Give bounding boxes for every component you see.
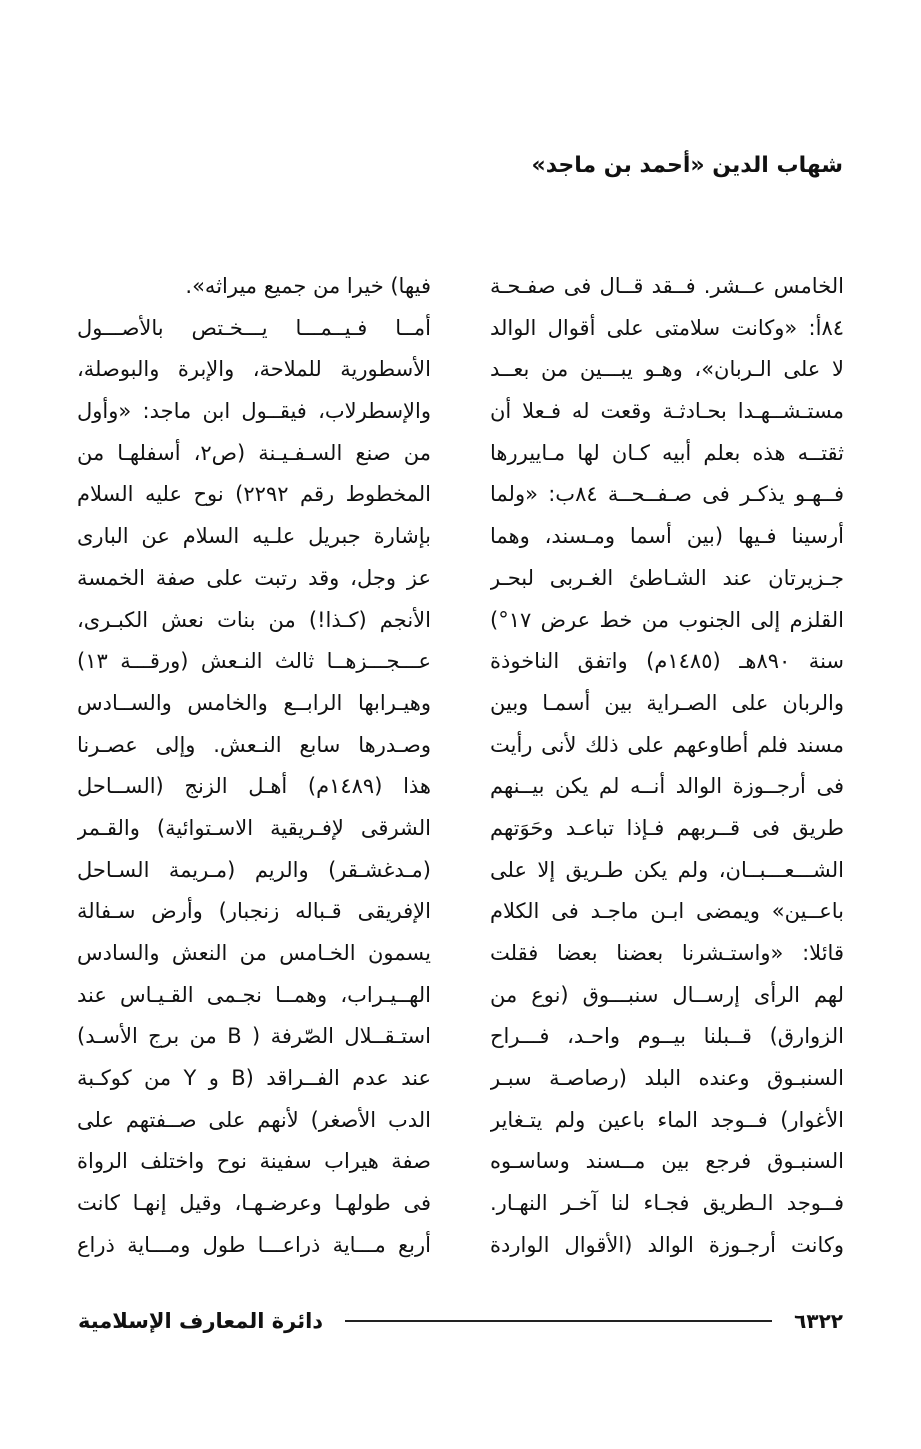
text-line: صفة هيراب سفينة نوح واختلف الرواة — [77, 1149, 431, 1174]
text-line: سنة ٨٩٠هـ (١٤٨٥م) واتفق الناخوذة — [490, 649, 844, 674]
text-line: مستـشــهـدا بحـادثـة وقعت له فـعلا أن — [490, 399, 844, 424]
text-line: القلزم إلى الجنوب من خط عرض ١٧°) — [490, 607, 844, 632]
running-header — [531, 153, 843, 178]
text-line: الهــيـراب، وهمــا نجـمى القـيـاس عند — [77, 982, 431, 1007]
text-line: عز وجل، وقد رتبت على صفة الخمسة — [77, 565, 431, 590]
text-line: فــهـو يذكـر فى صـفــحــة ٨٤ب: «ولما — [490, 482, 844, 507]
text-line: الأنجم (كـذا!) من بنات نعش الكبـرى، — [77, 607, 431, 632]
text-line: الإفريقى قـباله زنجبار) وأرض سـفالة — [77, 899, 431, 924]
text-line: الدب الأصغر) لأنهم على صــفتهم على — [77, 1107, 431, 1132]
text-line: فى طولهـا وعرضـهـا، وقيل إنهـا كانت — [77, 1191, 431, 1216]
text-line: يسمون الخـامس من النعش والسادس — [77, 941, 431, 965]
text-line: عند عدم الفــراقد (B و Y من كوكـبة — [77, 1066, 431, 1091]
text-column-left — [77, 266, 431, 1267]
footer-divider — [345, 1320, 772, 1322]
text-line: قائلا: «واستـشرنا بعضنا بعضا فقلت — [490, 941, 844, 965]
text-line: والربان على الصـراية بين أسمـا وبين — [490, 690, 844, 715]
text-line: فــوجد الـطريق فجـاء لنا آخـر النهـار. — [490, 1191, 844, 1216]
text-line: وكانت أرجـوزة الوالد (الأقوال الواردة — [490, 1232, 844, 1257]
text-line: أمــا فـيــمـــا يـــخـتص بالأصـــول — [77, 315, 431, 340]
text-line: ٨٤أ: «وكانت سلامتى على أقوال الوالد — [490, 315, 844, 340]
text-line: استـقــلال الصّرفة ( B من برج الأسـد) — [77, 1024, 431, 1049]
page-footer — [78, 1304, 843, 1338]
text-line: لهم الرأى إرســال سنبـــوق (نوع من — [490, 982, 844, 1007]
publication-title: دائرة المعارف الإسلامية — [78, 1309, 324, 1333]
text-line: السنبـوق وعنده البلد (رصاصـة سبـر — [490, 1066, 844, 1091]
text-line: الأسطورية للملاحة، والإبرة والبوصلة، — [77, 357, 431, 382]
text-line: الخامس عــشر. فــقد قــال فى صفـحـة — [490, 274, 844, 298]
header-title: شهاب الدين «أحمد بن ماجد» — [531, 153, 843, 178]
text-column-right — [490, 266, 844, 1267]
text-line: أرسينا فـيها (بين أسما ومـسند، وهما — [490, 524, 844, 549]
text-line: لا على الـربان»، وهـو يبـــين من بعــد — [490, 357, 844, 382]
text-line: والإسطرلاب، فيقــول ابن ماجد: «وأول — [77, 399, 431, 424]
text-line: الزوارق) قــبلنا بيــوم واحـد، فـــراح — [490, 1024, 844, 1049]
text-line: عـــجـــزهــا ثالث النـعش (ورقـــة ١٣) — [77, 649, 431, 674]
text-line: المخطوط رقم ٢٢٩٢) نوح عليه السلام — [77, 482, 431, 507]
text-line: ثقتــه هذه بعلم أبيه كـان لها مـاييررها — [490, 440, 844, 465]
text-line: وصـدرها سابع النـعش. وإلى عصـرنا — [77, 732, 431, 757]
text-line: مسند فلم أطاوعهم على ذلك لأنى رأيت — [490, 732, 844, 757]
text-line: (مـدغشـقر) والريم (مـريمة السـاحل — [77, 857, 431, 882]
text-line: من صنع السـفـيـنة (ص٢، أسفلهـا من — [77, 440, 431, 465]
text-line: جـزيرتان عند الشـاطئ الغـربى لبحـر — [490, 565, 844, 590]
text-line: الشـــعـــبــان، ولم يكن طـريق إلا على — [490, 857, 844, 882]
text-line: الأغوار) فــوجد الماء باعين ولم يتـغاير — [490, 1107, 844, 1132]
text-line: أربع مـــاية ذراعـــا طول ومـــاية ذراع — [77, 1232, 431, 1257]
text-line: فيها) خيرا من جميع ميراثه». — [185, 274, 431, 298]
text-line: السنبـوق فرجع بين مــسند وساسـوه — [490, 1149, 844, 1174]
text-line: بإشارة جبريل علـيه السلام عن البارى — [77, 524, 431, 549]
text-line: طريق فى قــربهم فـإذا تباعـد وحَوَتهم — [490, 815, 844, 840]
text-line: الشرقى لإفـريقية الاسـتوائية) والقـمر — [77, 815, 431, 840]
text-line: هذا (١٤٨٩م) أهـل الزنج (الســاحل — [77, 774, 431, 799]
text-line: باعــين» ويمضى ابـن ماجـد فى الكلام — [490, 899, 844, 924]
page-number: ٦٣٢٢ — [794, 1309, 843, 1333]
text-line: وهيـرابها الرابــع والخامس والســادس — [77, 690, 431, 715]
text-line: فى أرجــوزة الوالد أنــه لم يكن بيــنهم — [490, 774, 844, 799]
